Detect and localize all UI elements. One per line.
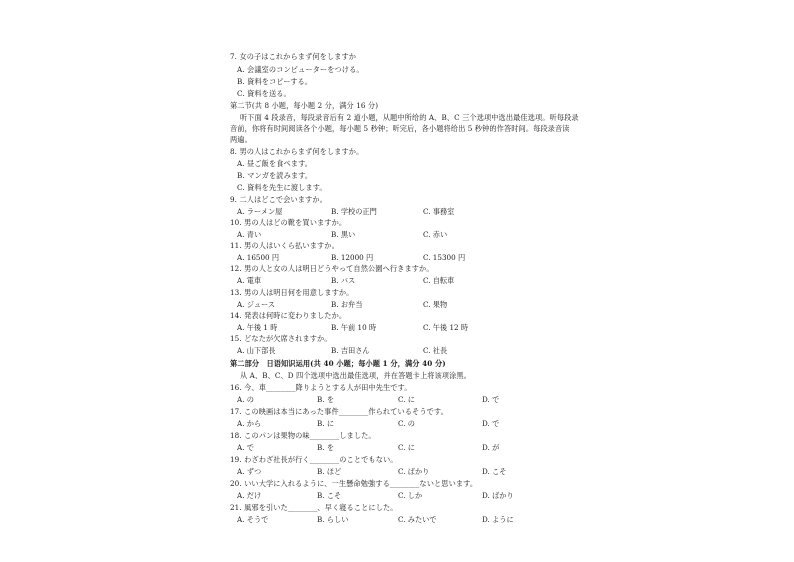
question-16-option-b: B. を (317, 395, 335, 404)
section-2-heading: 第二节(共 8 小题，每小题 2 分，满分 16 分) (230, 101, 379, 110)
question-10-stem: 10. 男の人はどの靴を買いますか。 (230, 218, 347, 227)
question-9-option-b: B. 学校の正門 (331, 207, 377, 216)
question-21-option-c: C. みたいで (398, 515, 437, 524)
question-14-stem: 14. 発表は何時に変わりましたか。 (230, 311, 347, 320)
question-20-option-b: B. こそ (317, 491, 342, 500)
question-16-option-a: A. の (237, 395, 254, 404)
question-11-option-a: A. 16500 円 (237, 253, 280, 262)
question-12-option-b: B. バス (331, 276, 356, 285)
question-16-option-c: C. に (398, 395, 415, 404)
question-7-option-c: C. 資料を送る。 (237, 89, 291, 98)
question-18-option-c: C. に (398, 443, 415, 452)
section-2-instruction-1: 听下面 4 段录音，每段录音后有 2 道小题，从题中所给的 A、B、C 三个选项中选出最佳选项。听每段录 (240, 113, 579, 122)
part-2-heading: 第二部分 日语知识运用(共 40 小题；每小题 1 分，满分 40 分) (230, 359, 446, 368)
question-20-option-d: D. ばかり (482, 491, 514, 500)
question-17-option-d: D. で (482, 419, 500, 428)
question-8-option-a: A. 昼ご飯を食べます。 (237, 159, 313, 168)
question-21-stem: 21. 風邪を引いた________、早く寝ることにした。 (230, 503, 398, 512)
question-9-option-a: A. ラーメン屋 (237, 207, 283, 216)
question-15-option-b: B. 吉田さん (331, 346, 370, 355)
question-21-option-a: A. そうで (237, 515, 269, 524)
question-7-option-b: B. 資料をコピーする。 (237, 77, 313, 86)
question-10-option-a: A. 青い (237, 230, 262, 239)
question-10-option-b: B. 黒い (331, 230, 356, 239)
question-17-stem: 17. この映画は本当にあった事件________作られているそうです。 (230, 407, 448, 416)
question-14-option-b: B. 午前 10 時 (331, 323, 377, 332)
question-17-option-a: A. から (237, 419, 262, 428)
question-21-option-d: D. ように (482, 515, 514, 524)
question-15-option-c: C. 社長 (423, 346, 448, 355)
question-18-stem: 18. このパンは果物の味________しました。 (230, 431, 376, 440)
question-18-option-a: A. で (237, 443, 254, 452)
question-21-option-b: B. らしい (317, 515, 349, 524)
section-2-instruction-3: 两遍。 (230, 135, 252, 144)
question-19-stem: 19. わざわざ社長が行く________のことでもない。 (230, 455, 398, 464)
question-7-option-a: A. 会議室のコンピューターをつける。 (237, 65, 364, 74)
question-20-option-c: C. しか (398, 491, 423, 500)
question-13-option-a: A. ジュース (237, 300, 276, 309)
question-12-option-a: A. 電車 (237, 276, 262, 285)
question-17-option-b: B. に (317, 419, 335, 428)
question-20-option-a: A. だけ (237, 491, 262, 500)
question-15-option-a: A. 山下部長 (237, 346, 276, 355)
question-10-option-c: C. 赤い (423, 230, 448, 239)
question-19-option-b: B. ほど (317, 467, 342, 476)
question-18-option-b: B. を (317, 443, 335, 452)
question-11-option-b: B. 12000 円 (331, 253, 374, 262)
question-14-option-a: A. 午後 1 時 (237, 323, 278, 332)
question-9-stem: 9. 二人はどこで会いますか。 (230, 195, 327, 204)
question-8-option-c: C. 資料を先生に渡します。 (237, 183, 327, 192)
question-13-option-b: B. お弁当 (331, 300, 363, 309)
question-19-option-d: D. こそ (482, 467, 507, 476)
question-17-option-c: C. の (398, 419, 415, 428)
question-8-option-b: B. マンガを読みます。 (237, 171, 313, 180)
question-19-option-a: A. ずつ (237, 467, 262, 476)
question-11-option-c: C. 15300 円 (423, 253, 466, 262)
question-13-option-c: C. 果物 (423, 300, 448, 309)
part-2-instruction: 从 A、B、C、D 四个选项中选出最佳选项，并在答题卡上将该项涂黑。 (240, 371, 471, 380)
question-15-stem: 15. どなたが欠席されますか。 (230, 334, 332, 343)
question-9-option-c: C. 事務室 (423, 207, 455, 216)
question-18-option-d: D. が (482, 443, 500, 452)
question-12-option-c: C. 自転車 (423, 276, 455, 285)
question-20-stem: 20. いい大学に入れるように、一生懸命勉強する________ないと思います。 (230, 479, 478, 488)
question-7-stem: 7. 女の子はこれからまず何をしますか (230, 52, 357, 61)
section-2-instruction-2: 音前，你将有时间阅读各个小题，每小题 5 秒钟；听完后，各小题将给出 5 秒钟的作答时间。每段录音读 (230, 124, 570, 133)
question-14-option-c: C. 午後 12 時 (423, 323, 469, 332)
question-13-stem: 13. 男の人は明日何を用意しますか。 (230, 288, 354, 297)
question-8-stem: 8. 男の人はこれからまず何をしますか。 (230, 147, 364, 156)
question-19-option-c: C. ばかり (398, 467, 430, 476)
question-16-stem: 16. 今、車________降りようとする人が田中先生です。 (230, 383, 412, 392)
question-16-option-d: D. で (482, 395, 500, 404)
question-12-stem: 12. 男の人と女の人は明日どうやって自然公園へ行きますか。 (230, 264, 434, 273)
question-11-stem: 11. 男の人はいくら払いますか。 (230, 241, 339, 250)
